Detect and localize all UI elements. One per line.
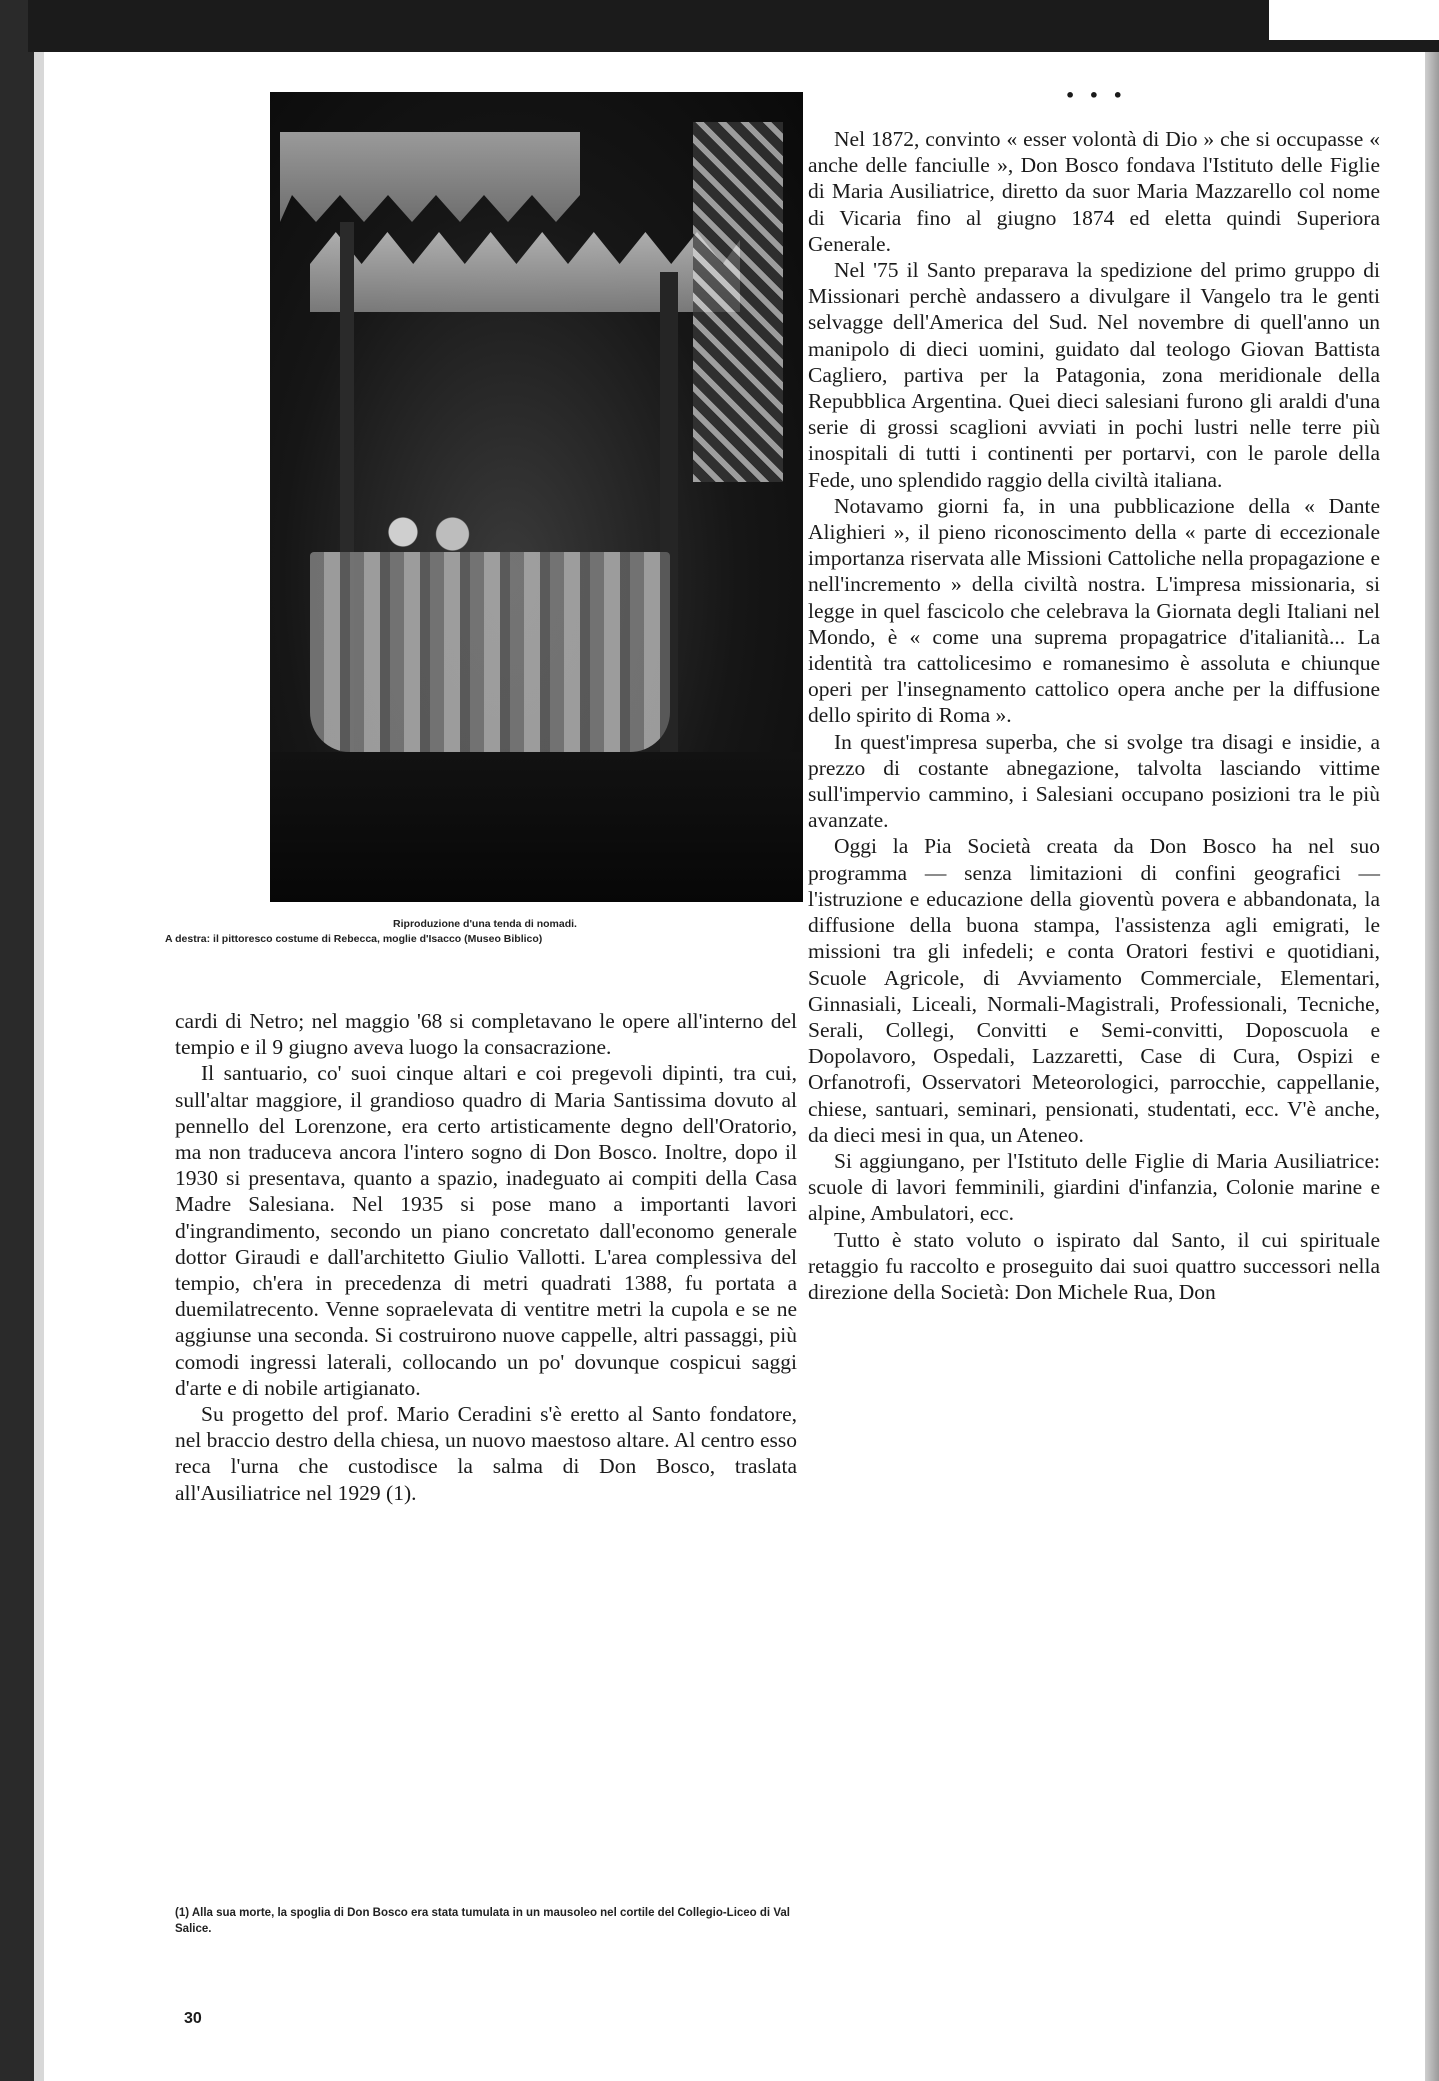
- left-paragraph-2: Il santuario, co' suoi cinque altari e coi pregevoli dipinti, tra cui, sull'altar maggiore, il grandioso quadro di Maria Santissima dovuto al pennello del Lorenzone, era certo artisticamente degno dell'Oratorio, ma non traduceva ancora l'intero sogno di Don Bosco. Inoltre, dopo il 1930 si presentava, quanto a spazio, inadeguato ai compiti della Casa Madre Salesiana. Nel 1935 si pose mano a importanti lavori d'ingrandimento, secondo un piano concretato dall'economo generale dottor Giraudi e dall'architetto Giulio Vallotti. L'area complessiva del tempio, ch'era in precedenza di metri quadrati 1388, fu portata a duemilatrecento. Venne sopraelevata di ventitre metri la cupola e se ne aggiunse una seconda. Si costruirono nuove cappelle, altri passaggi, più comodi ingressi laterali, collocando un po' dovunque cospicui saggi d'arte e di nobile artigianato.: [175, 1061, 797, 1400]
- right-paragraph-4: In quest'impresa superba, che si svolge tra disagi e insidie, a prezzo di costante abnegazione, talvolta lasciando vittime sull'impervio cammino, i Salesiani occupano posizioni tra le più avanzate.: [808, 729, 1380, 833]
- footnote: (1) Alla sua morte, la spoglia di Don Bosco era stata tumulata in un mausoleo nel cortile del Collegio-Liceo di Val Salice.: [175, 1907, 790, 1935]
- right-paragraph-5: Oggi la Pia Società creata da Don Bosco ha nel suo programma — senza limitazioni di confini geografici — l'istruzione e educazione della gioventù povera e abbandonata, la diffusione della buona stampa, l'assistenza agli emigrati, le missioni tra gli infedeli; e conta Oratori festivi e quotidiani, Scuole Agricole, di Avviamento Commerciale, Elementari, Ginnasiali, Liceali, Normali-Magistrali, Professionali, Tecniche, Serali, Collegi, Convitti e Semi-convitti, Doposcuola e Dopolavoro, Ospedali, Lazzaretti, Case di Cura, Ospizi e Orfanotrofi, Osservatori Meteorologici, parrocchie, cappellanie, chiese, santuari, seminari, pensionati, studentati, ecc. V'è anche, da dieci mesi in qua, un Ateneo.: [808, 834, 1380, 1147]
- page-edge-shadow: [0, 0, 34, 2081]
- left-paragraph-3: Su progetto del prof. Mario Ceradini s'è eretto al Santo fondatore, nel braccio destro della chiesa, un nuovo maestoso altare. Al centro esso reca l'urna che custodisce la salma di Don Bosco, traslata all'Ausiliatrice nel 1929 (1).: [175, 1402, 797, 1505]
- caption-line-2: A destra: il pittoresco costume di Rebecca, moglie d'Isacco (Museo Biblico): [165, 933, 543, 945]
- right-paragraph-2: Nel '75 il Santo preparava la spedizione del primo gruppo di Missionari perchè andassero a divulgare il Vangelo tra le genti selvagge dell'America del Sud. Nel novembre di quell'anno un manipolo di dieci uomini, guidato dal teologo Giovan Battista Cagliero, partiva per la Patagonia, zona meridionale della Repubblica Argentina. Quei dieci salesiani furono gli araldi d'una serie di grossi scaglioni avviati in pochi lustri nelle terre più inospitali di tutti i continenti per portarvi, con le parole della Fede, uno splendido raggio della civiltà italiana.: [808, 258, 1380, 492]
- right-paragraph-7: Tutto è stato voluto o ispirato dal Santo, il cui spirituale retaggio fu raccolto e proseguito dai suoi quattro successori nella direzione della Società: Don Michele Rua, Don: [808, 1227, 1380, 1304]
- page-number: 30: [184, 2010, 202, 2027]
- section-separator: • • •: [1065, 86, 1127, 105]
- right-paragraph-1: Nel 1872, convinto « esser volontà di Dio » che si occupasse « anche delle fanciulle », Don Bosco fondava l'Istituto delle Figlie di Maria Ausiliatrice, diretto da suor Maria Mazzarello col nome di Vicaria fino al giugno 1874 ed eletta quindi Superiora Generale.: [808, 127, 1380, 256]
- right-paragraph-6: Si aggiungano, per l'Istituto delle Figlie di Maria Ausiliatrice: scuole di lavori femminili, giardini d'infanzia, Colonie marine e alpine, Ambulatori, ecc.: [808, 1148, 1380, 1226]
- right-column: [808, 126, 1380, 1305]
- photo-caption: [165, 917, 805, 947]
- left-column: [175, 1008, 797, 1506]
- scan-right-border: [1425, 52, 1439, 2081]
- page-edge-highlight: [34, 40, 44, 2081]
- scan-top-border: [28, 0, 1439, 52]
- nomad-tent-photo: [270, 92, 803, 902]
- left-paragraph-1: cardi di Netro; nel maggio '68 si completavano le opere all'interno del tempio e il 9 giugno aveva luogo la consacrazione.: [175, 1009, 797, 1060]
- right-paragraph-3: Notavamo giorni fa, in una pubblicazione della « Dante Alighieri », il pieno riconoscimento della « parte di eccezionale importanza riservata alle Missioni Cattoliche nella propagazione e nell'incremento » della civiltà nostra. L'impresa missionaria, si legge in quel fascicolo che celebrava la Giornata degli Italiani nel Mondo, è « come una suprema propagatrice d'italianità... La identità tra cattolicesimo e romanesimo è assoluta e chiunque operi per l'insegnamento cattolico opera anche per la diffusione dello spirito di Roma ».: [808, 493, 1380, 728]
- caption-line-1: Riproduzione d'una tenda di nomadi.: [393, 918, 577, 930]
